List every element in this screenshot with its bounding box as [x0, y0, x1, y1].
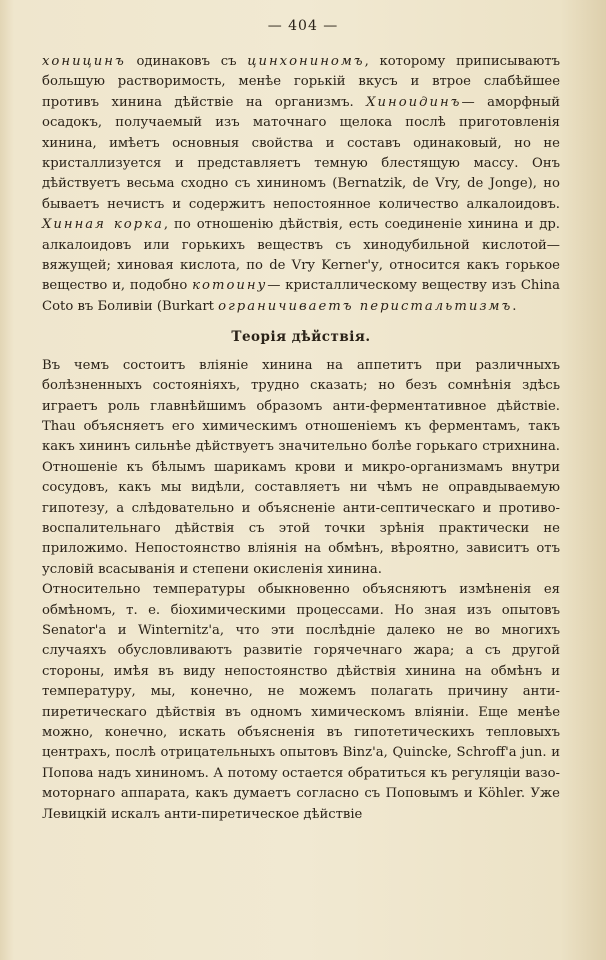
paragraph-appetite: Въ чемъ состоитъ вліяніе хинина на аппетитъ при различныхъ болѣзненныхъ состояніяхъ, трудно сказать; но безъ сомнѣнія здѣсь играетъ роль главнѣйшимъ образомъ анти-ферментативное дѣйствіе. Thau объясняетъ его химическимъ отношеніемъ къ ферментамъ, такъ какъ хининъ сильнѣе дѣйствуетъ значительно болѣе горькаго стрихнина. Отношеніе къ бѣлымъ шарикамъ крови и микро-организмамъ внутри сосудовъ, какъ мы видѣли, составляетъ ни чѣмъ не оправдываемую гипотезу, а слѣдовательно и объясненіе анти-септическаго и противо-воспалительнаго дѣйствія съ этой точки зрѣнія практически не приложимо. Непостоянство вліянія на обмѣнъ, вѣроятно, зависитъ отъ условій всасыванія и степени окисленія хинина. — [42, 357, 560, 577]
text-run: — кристаллическому веществу изъ China Coto въ Боливіи (Burkart — [42, 278, 560, 314]
paragraph-temperature: Относительно температуры обыкновенно объясняютъ измѣненія ея обмѣномъ, т. е. біохимическими процессами. Но зная изъ опытовъ Senator'а и Winternitz'а, что эти послѣдніе далеко не во многихъ случаяхъ обусловливаютъ развитіе горячечнаго жара; а съ другой стороны, имѣя въ виду непостоянство дѣйствія хинина на обмѣнъ и температуру, мы, конечно, не можемъ полагать причину анти-пиретическаго дѣйствія въ одномъ химическомъ вліяніи. Еще менѣе можно, конечно, искать объясненія въ гипотетическихъ тепловыхъ центрахъ, послѣ отрицательныхъ опытовъ Binz'а, Quincke, Schroff'а jun. и Попова надъ хининомъ. А потому остается обратиться къ регуляціи вазо-моторнаго аппарата, какъ думаетъ согласно съ Поповымъ и Köhler. Уже Левицкій искалъ анти-пиретическое дѣйствіе — [42, 582, 560, 822]
term-cotoin: котоину — [192, 278, 268, 294]
text-run: , по отношенію дѣйствія, есть соединеніе хинина и др. алкалоидовъ или горькихъ веществъ съ хинодубильной кислотой—вяжущей; хиновая кислота, по de Vry Kerner'у, относится какъ горькое вещество и, подобно — [42, 217, 560, 294]
term-cinchonin: цинхониномъ — [247, 54, 365, 69]
paragraph-quinine-derivatives — [42, 52, 560, 317]
term-chinoidin: Хиноидинъ — [366, 94, 462, 110]
text-run: . — [512, 298, 517, 314]
document-body — [42, 52, 560, 825]
section-heading: Теорія дѣйствія. — [231, 329, 371, 346]
text-run: — аморфный осадокъ, получаемый изъ маточнаго щелока послѣ приготовленія хинина, имѣетъ основныя свойства и составъ одинаковый, но не кристаллизуется и представляетъ темную блестящую массу. Онъ дѣйствуетъ весьма сходно съ хининомъ (Bernatzik, de Vry, de Jonge), но бываетъ нечистъ и содержитъ непостоянное количество алкалоидовъ. — [42, 94, 560, 212]
term-cinchona-bark: Хинная корка — [42, 217, 164, 233]
page-number: — 404 — — [267, 18, 339, 34]
term-chonicin: хоницинъ — [42, 54, 126, 69]
text-run: одинаковъ съ — [125, 54, 248, 69]
term-peristalsis: ограничиваетъ перистальтизмъ — [218, 298, 513, 314]
text-run: , которому приписываютъ большую растворимость, менѣе горькій вкусъ и втрое слабѣйшее противъ хинина дѣйствіе на организмъ. — [42, 54, 561, 110]
